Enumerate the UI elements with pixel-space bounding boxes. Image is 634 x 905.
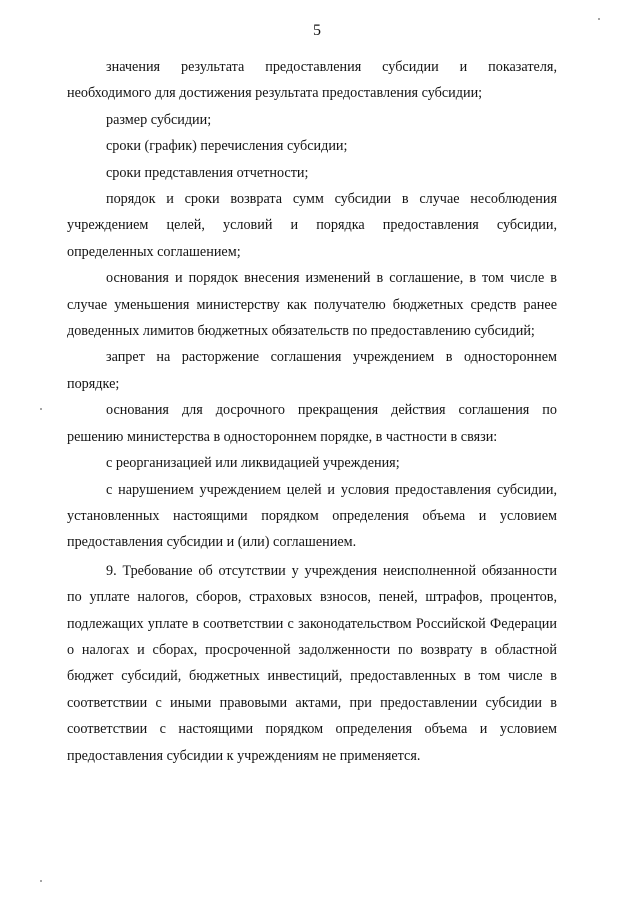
paragraph-result-values: значения результата предоставления субсидии и показателя, необходимого для достижения результата предоставления субсидии; — [67, 59, 557, 102]
paragraph-violation: с нарушением учреждением целей и условия предоставления субсидии, установленных настоящими порядком определения объема и условием предоставления субсидии и (или) соглашением. — [67, 481, 557, 551]
paragraph-early-termination: основания для досрочного прекращения действия соглашения по решению министерства в одностороннем порядке, в частности в связи: — [67, 402, 557, 445]
paragraph-item-9: 9. Требование об отсутствии у учреждения неисполненной обязанности по уплате налогов, сборов, страховых взносов, пеней, штрафов, процентов, подлежащих уплате в соответствии с законодательством Российской Федерации о налогах и сборах, просроченной задолженности по возврату в областной бюджет субсидий, бюджетных инвестиций, предоставленных в том числе в соответствии с иными правовыми актами, при предоставлении субсидии в соответствии с настоящими порядком определения объема и условием предоставления субсидии к учреждениям не применяется. — [67, 562, 557, 764]
paragraph-amendment-grounds: основания и порядок внесения изменений в соглашение, в том числе в случае уменьшения министерству как получателю бюджетных средств ранее доведенных лимитов бюджетных обязательств по предоставлению субсидий; — [67, 270, 557, 340]
paragraph-subsidy-amount: размер субсидии; — [106, 111, 212, 128]
paragraph-reporting-deadlines: сроки представления отчетности; — [106, 164, 309, 181]
paragraph-refund-procedure: порядок и сроки возврата сумм субсидии в случае несоблюдения учреждением целей, условий и порядка предоставления субсидии, определенных соглашением; — [67, 191, 557, 260]
document-body — [67, 54, 557, 769]
scan-speck — [40, 880, 42, 882]
page-number: 5 — [313, 22, 321, 39]
scan-speck — [40, 408, 42, 410]
paragraph-reorganization: с реорганизацией или ликвидацией учреждения; — [106, 455, 400, 472]
scan-speck — [598, 18, 600, 20]
paragraph-transfer-schedule: сроки (график) перечисления субсидии; — [106, 138, 348, 155]
paragraph-termination-ban: запрет на расторжение соглашения учреждением в одностороннем порядке; — [67, 349, 557, 392]
